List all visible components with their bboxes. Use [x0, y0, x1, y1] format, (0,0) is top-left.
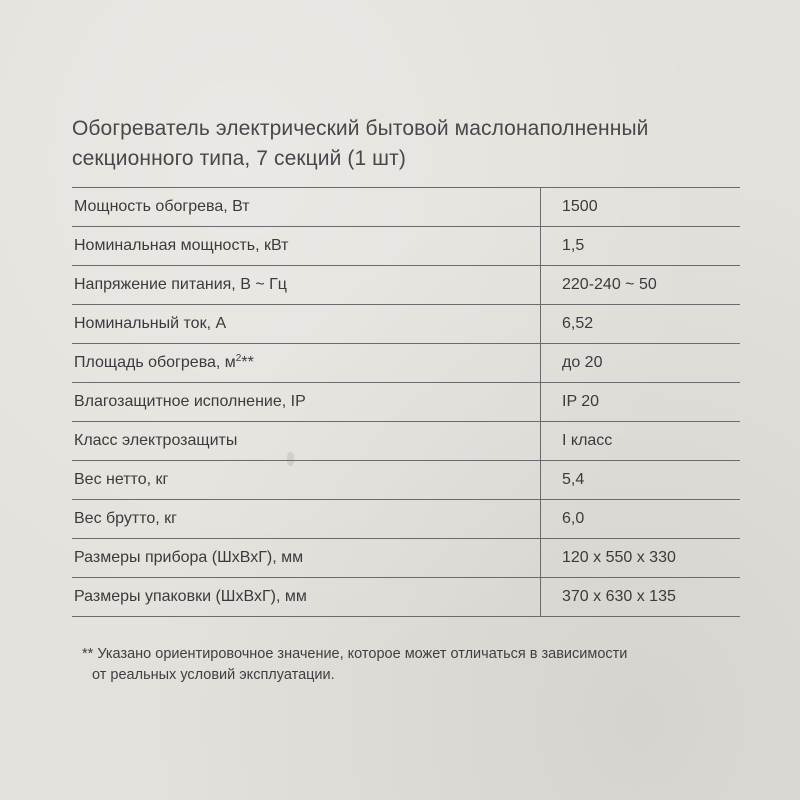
param-text: Площадь обогрева, м	[74, 354, 236, 371]
product-title-line: Обогреватель электрический бытовой маслонаполненный	[72, 117, 649, 140]
param-cell: Номинальная мощность, кВт	[72, 227, 541, 266]
param-cell: Мощность обогрева, Вт	[72, 188, 541, 227]
param-cell: Влагозащитное исполнение, IP	[72, 383, 541, 422]
table-row	[72, 344, 740, 383]
param-cell: Размеры упаковки (ШхВхГ), мм	[72, 578, 541, 617]
table-row	[72, 578, 740, 617]
footnote-marker: **	[241, 354, 254, 371]
value-cell: 6,52	[541, 305, 741, 344]
table-row	[72, 188, 740, 227]
value-cell: 5,4	[541, 461, 741, 500]
value-cell: IP 20	[541, 383, 741, 422]
value-cell: 6,0	[541, 500, 741, 539]
param-cell: Класс электрозащиты	[72, 422, 541, 461]
table-row	[72, 461, 740, 500]
table-row	[72, 266, 740, 305]
footnote-line: ** Указано ориентировочное значение, которое может отличаться в зависимости	[82, 646, 628, 662]
value-cell: 1500	[541, 188, 741, 227]
table-row	[72, 227, 740, 266]
footnote	[82, 644, 722, 686]
value-cell: 370 х 630 х 135	[541, 578, 741, 617]
table-row	[72, 422, 740, 461]
product-title-line: секционного типа, 7 секций (1 шт)	[72, 147, 406, 170]
param-cell	[72, 344, 541, 383]
value-cell: 1,5	[541, 227, 741, 266]
product-title	[72, 114, 762, 174]
value-cell: I класс	[541, 422, 741, 461]
param-cell: Вес брутто, кг	[72, 500, 541, 539]
table-row	[72, 383, 740, 422]
superscript: 2	[235, 353, 242, 364]
spec-table	[72, 187, 740, 617]
param-cell: Напряжение питания, В ~ Гц	[72, 266, 541, 305]
value-cell: 220-240 ~ 50	[541, 266, 741, 305]
param-cell: Размеры прибора (ШхВхГ), мм	[72, 539, 541, 578]
table-row	[72, 305, 740, 344]
param-cell: Вес нетто, кг	[72, 461, 541, 500]
value-cell: 120 х 550 х 330	[541, 539, 741, 578]
table-row	[72, 500, 740, 539]
footnote-line: от реальных условий эксплуатации.	[92, 667, 335, 683]
table-row	[72, 539, 740, 578]
paper-speck	[287, 452, 294, 466]
value-cell: до 20	[541, 344, 741, 383]
param-cell: Номинальный ток, А	[72, 305, 541, 344]
